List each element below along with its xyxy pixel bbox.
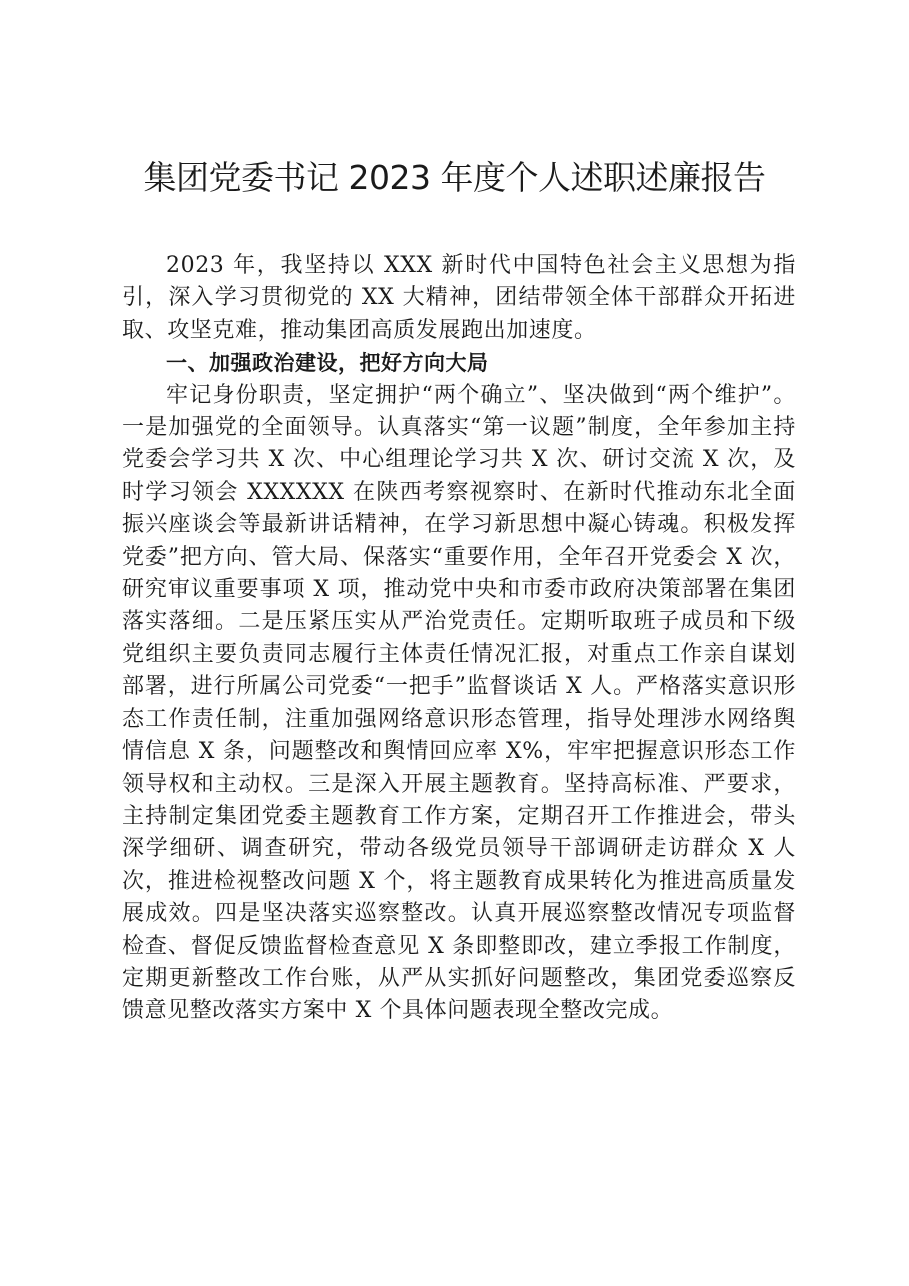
document-title: 集团党委书记 2023 年度个人述职述廉报告 [143, 158, 766, 197]
section-paragraph: 牢记身份职责，坚定拥护“两个确立”、坚决做到“两个维护”。一是加强党的全面领导。认真落实“第一议题”制度，全年参加主持党委会学习共 X 次、中心组理论学习共 X 次、研讨交流 X 次，及时学习领会 XXXXXX 在陕西考察视察时、在新时代推动东北全面振兴座谈会等最新讲话精神，在学习新思想中凝心铸魂。积极发挥党委”把方向、管大局、保落实“重要作用，全年召开党委会 X 次，研究审议重要事项 X 项，推动党中央和市委市政府决策部署在集团落实落细。二是压紧压实从严治党责任。定期听取班子成员和下级党组织主要负责同志履行主体责任情况汇报，对重点工作亲自谋划部署，进行所属公司党委“一把手”监督谈话 X 人。严格落实意识形态工作责任制，注重加强网络意识形态管理，指导处理涉水网络舆情信息 X 条，问题整改和舆情回应率 X%，牢牢把握意识形态工作领导权和主动权。三是深入开展主题教育。坚持高标准、严要求，主持制定集团党委主题教育工作方案，定期召开工作推进会，带头深学细研、调查研究，带动各级党员领导干部调研走访群众 X 人次，推进检视整改问题 X 个，将主题教育成果转化为推进高质量发展成效。四是坚决落实巡察整改。认真开展巡察整改情况专项监督检查、督促反馈监督检查意见 X 条即整即改，建立季报工作制度，定期更新整改工作台账，从严从实抓好问题整改，集团党委巡察反馈意见整改落实方案中 X 个具体问题表现全整改完成。 [122, 382, 796, 1024]
intro-paragraph: 2023 年，我坚持以 XXX 新时代中国特色社会主义思想为指引，深入学习贯彻党的 XX 大精神，团结带领全体干部群众开拓进取、攻坚克难，推动集团高质发展跑出加速度。 [122, 253, 796, 343]
section-heading: 一、加强政治建设，把好方向大局 [166, 351, 489, 376]
document-body [122, 250, 796, 1028]
